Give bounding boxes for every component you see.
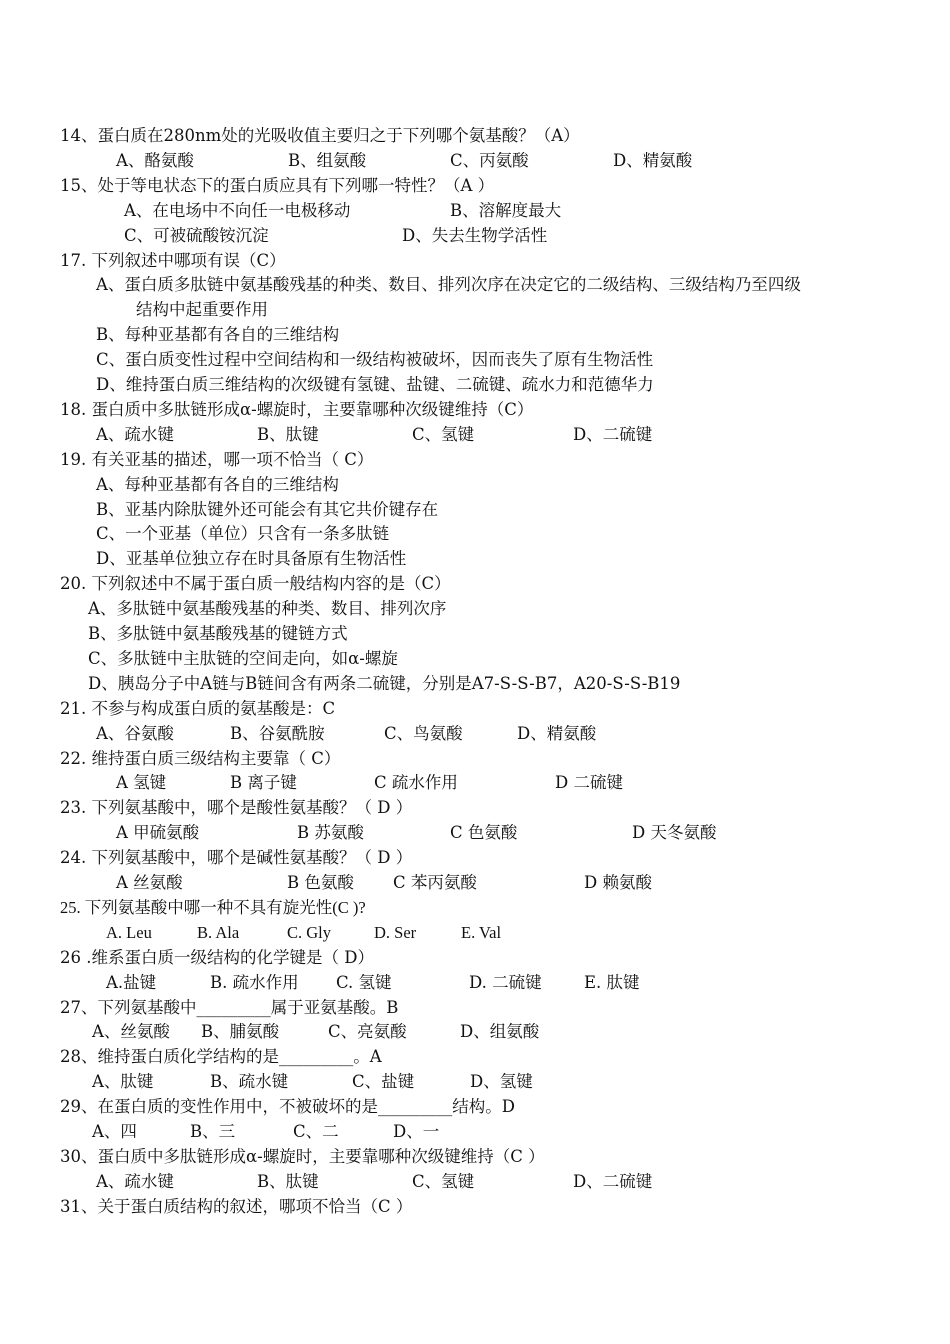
q27-options-part-2: C、亮氨酸: [328, 1022, 407, 1042]
q21-options-part-3: D、精氨酸: [517, 723, 597, 743]
q26-options-part-3: D. 二硫键: [469, 972, 542, 992]
q25-options-part-0: A. Leu: [106, 922, 152, 942]
q28-options-part-1: B、疏水键: [210, 1072, 289, 1092]
q18-options-part-2: C、氢键: [412, 424, 475, 444]
q17-option-b-part-0: B、每种亚基都有各自的三维结构: [96, 325, 340, 345]
q29-stem-part-0: 29、在蛋白质的变性作用中，不被破坏的是_________结构。D: [60, 1097, 515, 1117]
q22-stem-part-0: 22. 维持蛋白质三级结构主要靠（ C）: [60, 748, 341, 768]
q22-options-part-2: C 疏水作用: [374, 773, 458, 793]
q30-options-part-1: B、肽键: [257, 1171, 319, 1191]
q25-options-part-2: C. Gly: [287, 922, 332, 942]
q21-options-part-1: B、谷氨酰胺: [230, 723, 325, 743]
q18-options-part-1: B、肽键: [257, 424, 319, 444]
q15-stem-part-0: 15、处于等电状态下的蛋白质应具有下列哪一特性？（A ）: [60, 175, 495, 195]
q25-options-part-4: E. Val: [461, 922, 502, 942]
q15-options-1-part-0: A、在电场中不向任一电极移动: [124, 200, 351, 220]
q20-option-a-part-0: A、多肽链中氨基酸残基的种类、数目、排列次序: [88, 599, 447, 619]
q31-stem-part-0: 31、关于蛋白质结构的叙述，哪项不恰当（C ）: [60, 1196, 413, 1216]
q17-stem-part-0: 17. 下列叙述中哪项有误（C）: [60, 250, 286, 270]
q25-stem-part-0: 25. 下列氨基酸中哪一种不具有旋光性(C )?: [60, 897, 366, 917]
q20-option-d-part-0: D、胰岛分子中A链与B链间含有两条二硫键，分别是A7-S-S-B7，A20-S-S-B19: [88, 673, 681, 693]
q28-stem-part-0: 28、维持蛋白质化学结构的是_________。A: [60, 1047, 382, 1067]
q24-stem-part-0: 24. 下列氨基酸中，哪个是碱性氨基酸？（ D ）: [60, 848, 413, 868]
q27-options-part-3: D、组氨酸: [460, 1022, 540, 1042]
q24-options-part-3: D 赖氨酸: [584, 873, 652, 892]
q15-options-2-part-1: D、失去生物学活性: [402, 225, 548, 245]
q17-option-a-part-0: A、蛋白质多肽链中氨基酸残基的种类、数目、排列次序在决定它的二级结构、三级结构乃至四级: [96, 275, 801, 295]
q18-stem-part-0: 18. 蛋白质中多肽链形成α-螺旋时，主要靠哪种次级键维持（C）: [60, 399, 534, 419]
q14-options-part-2: C、丙氨酸: [450, 150, 529, 170]
q19-option-c-part-0: C、一个亚基（单位）只含有一条多肽链: [96, 524, 390, 544]
q27-stem-part-0: 27、下列氨基酸中_________属于亚氨基酸。B: [60, 997, 399, 1017]
q17-option-d-part-0: D、维持蛋白质三维结构的次级键有氢键、盐键、二硫键、疏水力和范德华力: [96, 375, 654, 394]
q23-stem-part-0: 23. 下列氨基酸中，哪个是酸性氨基酸？（ D ）: [60, 798, 413, 818]
q14-options-part-1: B、组氨酸: [288, 150, 367, 170]
q21-options-part-2: C、鸟氨酸: [384, 723, 463, 743]
q20-stem-part-0: 20. 下列叙述中不属于蛋白质一般结构内容的是（C）: [60, 574, 451, 594]
q17-option-c-part-0: C、蛋白质变性过程中空间结构和一级结构被破坏，因而丧失了原有生物活性: [96, 350, 654, 370]
q25-options-part-3: D. Ser: [374, 922, 417, 942]
q26-options-part-4: E. 肽键: [584, 972, 640, 992]
q18-options-part-0: A、疏水键: [96, 424, 174, 444]
q19-option-d-part-0: D、亚基单位独立存在时具备原有生物活性: [96, 549, 407, 569]
q19-option-b-part-0: B、亚基内除肽键外还可能会有其它共价键存在: [96, 499, 439, 519]
q28-options-part-3: D、氢键: [470, 1072, 533, 1092]
q24-options-part-1: B 色氨酸: [287, 873, 354, 892]
q29-options-part-2: C、二: [293, 1122, 339, 1141]
q15-options-1-part-1: B、溶解度最大: [450, 200, 562, 220]
q20-option-b-part-0: B、多肽链中氨基酸残基的键链方式: [88, 624, 348, 643]
q23-options-part-1: B 苏氨酸: [297, 823, 364, 843]
q28-options-part-0: A、肽键: [92, 1072, 154, 1092]
q19-stem-part-0: 19. 有关亚基的描述，哪一项不恰当（ C）: [60, 449, 374, 469]
q25-options-part-1: B. Ala: [197, 922, 240, 942]
q14-options-part-3: D、精氨酸: [613, 150, 693, 170]
q30-stem-part-0: 30、蛋白质中多肽链形成α-螺旋时，主要靠哪种次级键维持（C ）: [60, 1146, 545, 1166]
q26-options-part-2: C. 氢键: [336, 972, 392, 992]
q18-options-part-3: D、二硫键: [573, 424, 653, 444]
q20-option-c-part-0: C、多肽链中主肽链的空间走向，如α-螺旋: [88, 648, 398, 668]
q23-options-part-0: A 甲硫氨酸: [116, 823, 200, 843]
q27-options-part-0: A、丝氨酸: [92, 1022, 170, 1042]
q14-stem-part-0: 14、蛋白质在280nm处的光吸收值主要归之于下列哪个氨基酸？（A）: [60, 126, 580, 145]
q15-options-2-part-0: C、可被硫酸铵沉淀: [124, 225, 269, 245]
q26-options-part-0: A.盐键: [106, 972, 157, 992]
q26-stem-part-0: 26 .维系蛋白质一级结构的化学键是（ D）: [60, 947, 374, 967]
q23-options-part-3: D 天冬氨酸: [632, 823, 717, 843]
q29-options-part-1: B、三: [190, 1122, 236, 1141]
q30-options-part-0: A、疏水键: [96, 1171, 174, 1191]
q29-options-part-3: D、一: [393, 1122, 440, 1141]
q21-stem-part-0: 21. 不参与构成蛋白质的氨基酸是：C: [60, 698, 336, 718]
q24-options-part-2: C 苯丙氨酸: [393, 873, 477, 892]
q14-options-part-0: A、酪氨酸: [116, 150, 194, 170]
q30-options-part-2: C、氢键: [412, 1171, 475, 1191]
q26-options-part-1: B. 疏水作用: [210, 972, 299, 992]
q22-options-part-3: D 二硫键: [555, 773, 623, 793]
q27-options-part-1: B、脯氨酸: [201, 1022, 280, 1042]
q21-options-part-0: A、谷氨酸: [96, 723, 174, 743]
q30-options-part-3: D、二硫键: [573, 1171, 653, 1191]
q17-option-a-cont-part-0: 结构中起重要作用: [136, 300, 268, 320]
q29-options-part-0: A、四: [92, 1122, 137, 1141]
q22-options-part-1: B 离子键: [230, 773, 297, 793]
q28-options-part-2: C、盐键: [352, 1072, 415, 1092]
q24-options-part-0: A 丝氨酸: [116, 873, 183, 892]
q19-option-a-part-0: A、每种亚基都有各自的三维结构: [96, 474, 339, 494]
q23-options-part-2: C 色氨酸: [450, 823, 518, 843]
q22-options-part-0: A 氢键: [116, 773, 167, 793]
